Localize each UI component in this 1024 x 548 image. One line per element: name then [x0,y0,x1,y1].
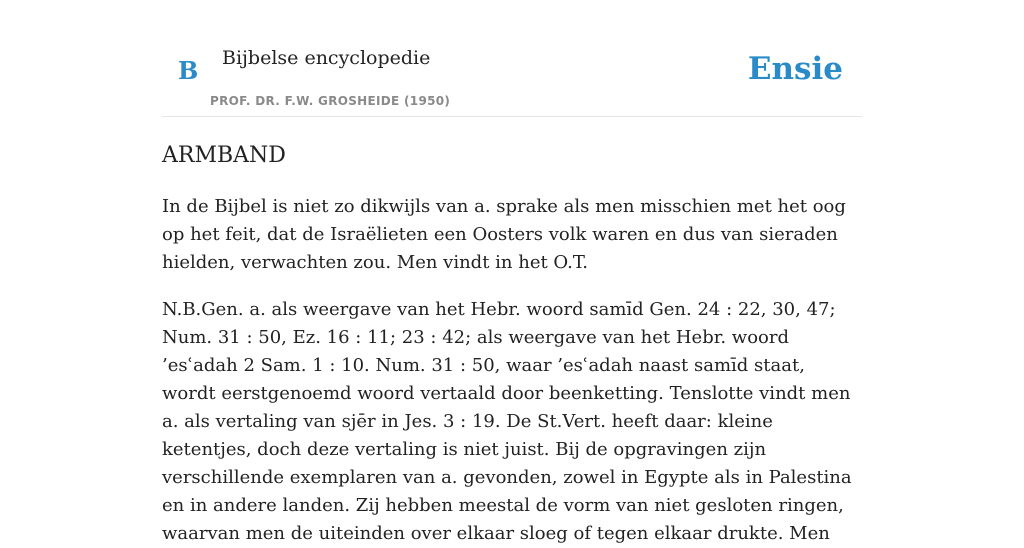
article-paragraph: N.B.Gen. a. als weergave van het Hebr. woord samīd Gen. 24 : 22, 30, 47; Num. 31 : 50, Ez. 16 : 11; 23 : 42; als weergave van het Hebr. woord ’esʿadah 2 Sam. 1 : 10. Num. 31 : 50, waar ’esʿadah naast samīd staat, wordt eerstgenoemd woord vertaald door beenketting. Tenslotte vindt men a. als vertaling van sjēr in Jes. 3 : 19. De St.Vert. heeft daar: kleine ketentjes, doch deze vertaling is niet juist. Bij de opgravingen zijn verschillende exemplaren van a. gevonden, zowel in Egypte als in Palestina en in andere landen. Zij hebben meestal de vorm van niet gesloten ringen, waarvan men de uiteinden over elkaar sloeg of tegen elkaar drukte. Men [162,299,852,544]
book-initial-logo[interactable]: B [178,56,199,85]
entry-title: ARMBAND [162,143,286,168]
source-header [162,0,862,117]
article-page [162,0,862,548]
author-label: PROF. DR. F.W. GROSHEIDE (1950) [210,94,451,108]
article-paragraph: In de Bijbel is niet zo dikwijls van a. sprake als men misschien met het oog op het feit, dat de Israëlieten een Oosters volk waren en dus van sieraden hielden, verwachten zou. Men vindt in het O.T. [162,196,846,273]
ensie-logo-link[interactable]: Ensie [747,51,843,87]
book-title-link[interactable]: Bijbelse encyclopedie [222,47,431,69]
